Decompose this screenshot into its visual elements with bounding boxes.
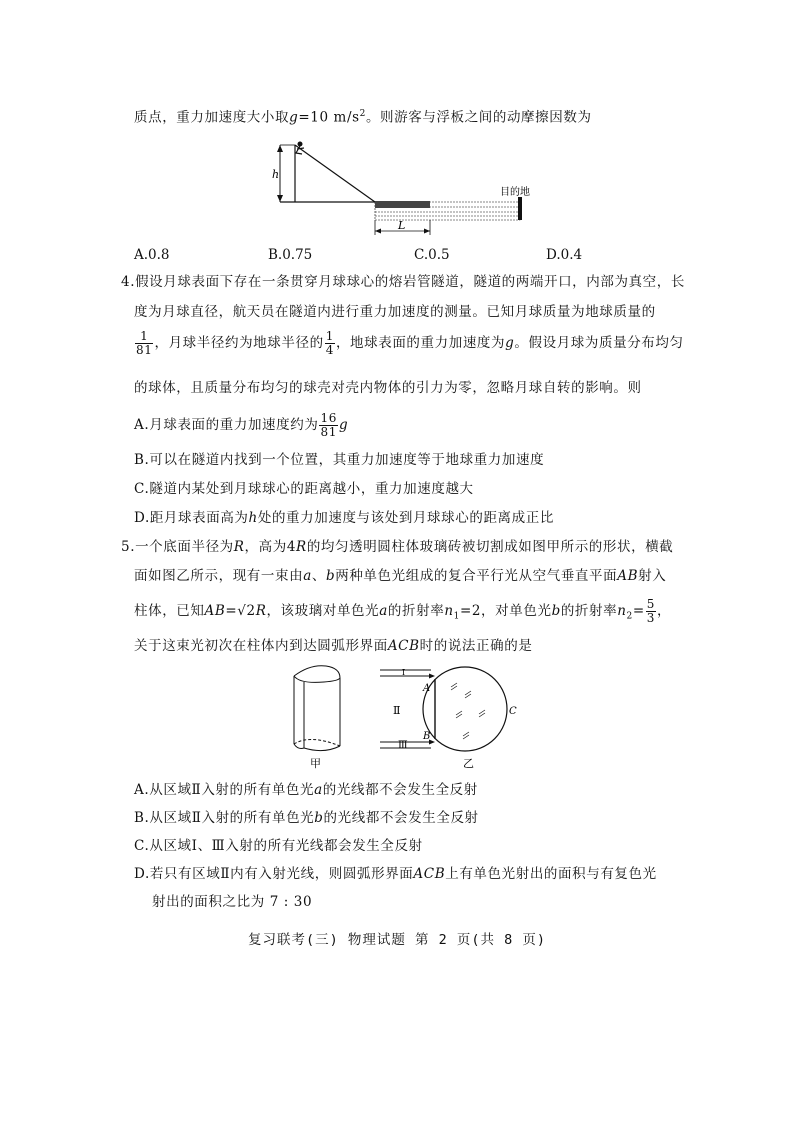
fraction-1-4: $\frac{1}{4}$ (325, 329, 334, 357)
label-jia: 甲 (310, 757, 321, 770)
q4-line-4: 的球体，且质量分布均匀的球壳对壳内物体的引力为零，忽略月球自转的影响。则 (134, 380, 642, 396)
slide-ramp (295, 145, 375, 202)
q3-tail-text-1: 质点，重力加速度大小取 (134, 109, 290, 126)
q5-line-3: 柱体，已知AB=√2R，该玻璃对单色光a的折射率$n_1=2$，对单色光b的折射率$n_2=$ $\frac{5}{3}$ ， (134, 597, 672, 625)
q5-figures (280, 664, 540, 776)
q4-option-c: C.隧道内某处到月球球心的距离越小，重力加速度越大 (134, 481, 474, 497)
floating-board (375, 201, 430, 208)
q3-tail-line (134, 104, 592, 128)
person-figure (298, 142, 303, 147)
point-A-label: A (423, 683, 431, 694)
region-I-label: Ⅰ (402, 668, 406, 677)
q3-option-c: C.0.5 (414, 247, 450, 263)
q4-option-d: D.距月球表面高为h处的重力加速度与该处到月球球心的距离成正比 (134, 510, 554, 526)
point-C-label: C (509, 706, 517, 717)
fraction-16-81: $\frac{16}{81}$ (320, 411, 337, 439)
fraction-1-81: $\frac{1}{81}$ (136, 329, 153, 357)
q3-tail-text-2: 。则游客与浮板之间的动摩擦因数为 (365, 109, 592, 126)
h-label: h (272, 168, 280, 181)
q5-line-2: 面如图乙所示，现有一束由a、b两种单色光组成的复合平行光从空气垂直平面AB射入 (134, 568, 667, 584)
q5-option-a: A.从区域Ⅱ入射的所有单色光a的光线都不会发生全反射 (134, 782, 478, 798)
q3-slide-figure (270, 140, 540, 240)
destination-post (518, 197, 522, 220)
q5-line-4: 关于这束光初次在柱体内到达圆弧形界面ACB时的说法正确的是 (134, 638, 533, 654)
q4-option-b: B.可以在隧道内找到一个位置，其重力加速度等于地球重力加速度 (134, 452, 545, 468)
g-exponent: 2 (359, 109, 366, 119)
q5-option-d: D.若只有区域Ⅱ内有入射光线，则圆弧形界面ACB上有单色光射出的面积与有复色光 (134, 866, 657, 882)
q5-option-c: C.从区域Ⅰ、Ⅲ入射的所有光线都会发生全反射 (134, 838, 423, 854)
label-yi: 乙 (463, 757, 474, 770)
figure-jia-cylinder (294, 666, 340, 770)
page-footer: 复习联考(三) 物理试题 第 2 页(共 8 页) (247, 932, 547, 948)
q5-option-b: B.从区域Ⅱ入射的所有单色光b的光线都不会发生全反射 (134, 810, 479, 826)
q5-line-1: 5.一个底面半径为R，高为4R的均匀透明圆柱体玻璃砖被切割成如图甲所示的形状，横截 (121, 539, 674, 555)
figure-yi-cross-section (380, 667, 517, 770)
q3-option-a: A.0.8 (134, 247, 170, 263)
q4-option-a: A.月球表面的重力加速度约为 $\frac{16}{81}$ g (134, 411, 349, 439)
fraction-5-3: $\frac{5}{3}$ (646, 597, 656, 625)
region-III-label: Ⅲ (398, 740, 408, 751)
q5-option-d-line-2: 射出的面积之比为 7 : 30 (152, 894, 313, 910)
point-B-label: B (423, 731, 431, 742)
q4-line-3: $\frac{1}{81}$ ，月球半径约为地球半径的 $\frac{1}{4}$ ，地球表面的重力加速度为g。假设月球为质量分布均匀 (136, 329, 684, 357)
q3-option-d: D.0.4 (546, 247, 583, 263)
L-label: L (398, 219, 406, 232)
g-symbol: g (289, 109, 299, 126)
q4-line-2: 度为月球直径，航天员在隧道内进行重力加速度的测量。已知月球质量为地球质量的 (134, 304, 656, 320)
region-II-label: Ⅱ (393, 704, 401, 717)
g-value: =10 m/s (298, 109, 360, 126)
q3-option-b: B.0.75 (268, 247, 313, 263)
q4-line-1: 4.假设月球表面下存在一条贯穿月球球心的熔岩管隧道，隧道的两端开口，内部为真空，长 (121, 274, 685, 290)
destination-label: 目的地 (500, 187, 530, 198)
